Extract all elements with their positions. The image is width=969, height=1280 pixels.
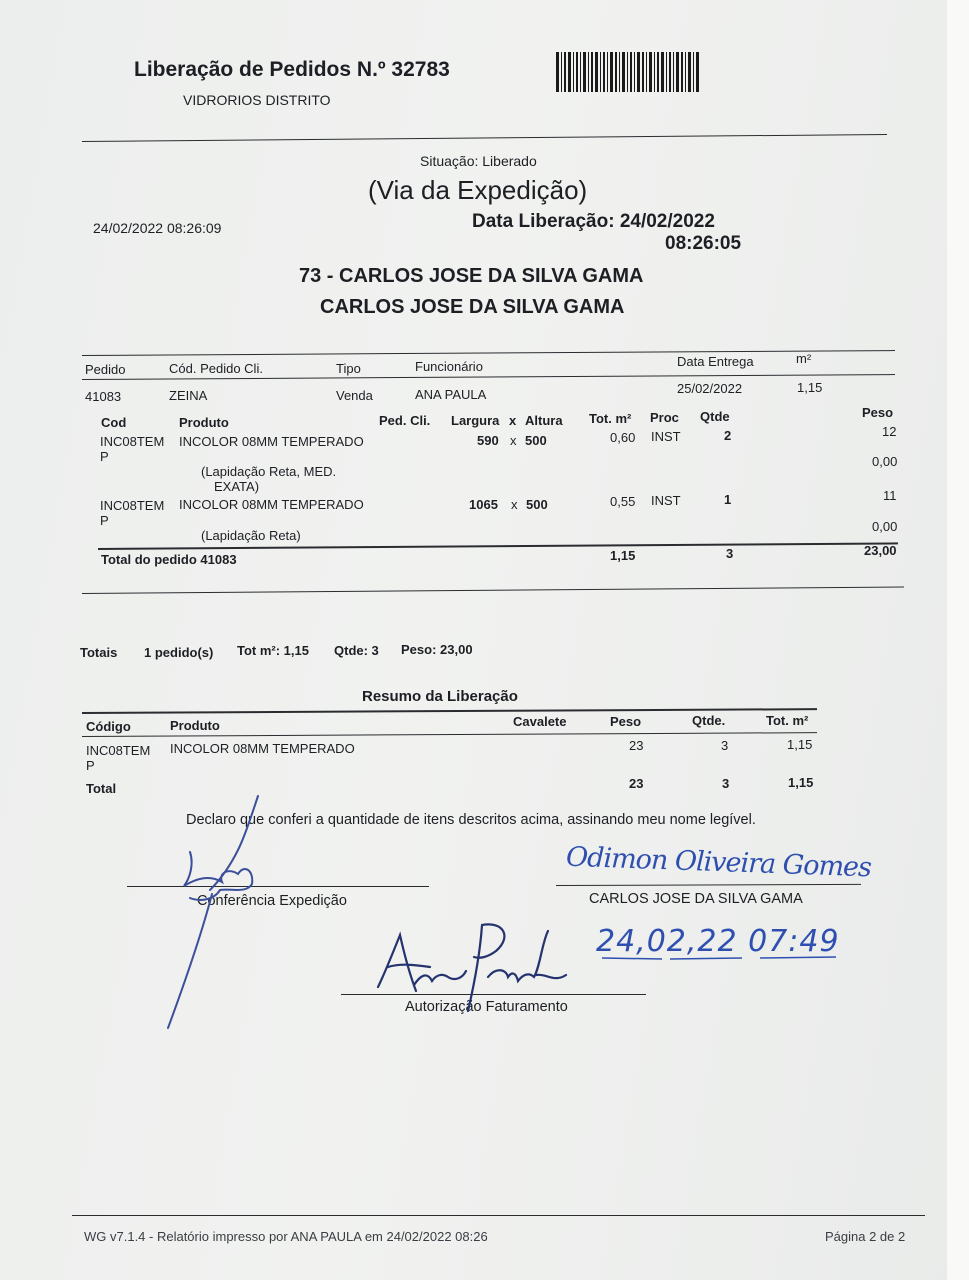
item1-tot-m2: 0,60 [610, 430, 636, 445]
order-tipo: Venda [336, 388, 373, 403]
item2-x: x [511, 497, 518, 512]
summary-total-label: Total [86, 781, 117, 796]
totals-label: Totais [80, 645, 118, 660]
item2-note: (Lapidação Reta) [201, 528, 301, 543]
summary-title: Resumo da Liberação [362, 688, 518, 705]
company-name: VIDRORIOS DISTRITO [183, 92, 331, 108]
barcode [556, 52, 702, 92]
items-col-tot-m2: Tot. m² [589, 411, 632, 426]
summary-col-qtde: Qtde. [692, 713, 726, 728]
summary-col-tot-m2: Tot. m² [766, 713, 809, 728]
totals-m2: Tot m²: 1,15 [237, 643, 309, 658]
item2-produto: INCOLOR 08MM TEMPERADO [179, 497, 364, 512]
footer-page-number: Página 2 de 2 [825, 1229, 906, 1244]
summary-row-codigo: INC08TEM [86, 743, 151, 758]
item1-note-peso: 0,00 [872, 454, 898, 469]
conferencia-handwritten-signature [160, 790, 280, 1035]
order-total-line [98, 542, 898, 550]
items-col-ped-cli: Ped. Cli. [379, 413, 431, 428]
items-col-produto: Produto [179, 415, 229, 430]
release-time: 08:26:05 [665, 233, 742, 254]
summary-col-peso: Peso [610, 714, 642, 729]
totals-qtde: Qtde: 3 [334, 643, 379, 658]
summary-total-qtde: 3 [722, 776, 730, 791]
order-total-m2: 1,15 [610, 548, 636, 563]
order-cod-pedido-cli: ZEINA [169, 388, 208, 403]
summary-row-tot-m2: 1,15 [787, 737, 813, 752]
item2-proc: INST [651, 493, 681, 508]
order-total-label: Total do pedido 41083 [101, 552, 237, 567]
order-pedido: 41083 [85, 389, 122, 404]
footer-printed-by: WG v7.1.4 - Relatório impresso por ANA PAULA em 24/02/2022 08:26 [84, 1229, 488, 1244]
col-data-entrega: Data Entrega [677, 354, 754, 369]
client-signature-name: CARLOS JOSE DA SILVA GAMA [589, 891, 803, 907]
order-top-line [82, 350, 895, 356]
item1-proc: INST [651, 429, 681, 444]
summary-total-peso: 23 [629, 776, 644, 791]
header-divider [82, 134, 887, 142]
footer-line [72, 1215, 925, 1216]
client-signature-line [556, 884, 861, 886]
items-col-altura: Altura [525, 413, 563, 428]
order-funcionario: ANA PAULA [415, 387, 487, 402]
summary-row-peso: 23 [629, 738, 644, 753]
order-total-qtde: 3 [726, 546, 734, 561]
autorizacao-handwritten-signature [370, 915, 580, 1025]
totals-peso: Peso: 23,00 [401, 642, 473, 657]
release-date: Data Liberação: 24/02/2022 [472, 211, 715, 232]
items-col-largura: Largura [451, 413, 500, 428]
order-total-peso: 23,00 [864, 543, 897, 558]
document-title: Liberação de Pedidos N.º 32783 [134, 58, 450, 81]
item1-note-cont: EXATA) [214, 479, 260, 494]
item1-qtde: 2 [724, 428, 732, 443]
items-col-x: x [509, 413, 517, 428]
items-col-proc: Proc [650, 410, 679, 425]
summary-row-qtde: 3 [721, 738, 729, 753]
item2-cod: INC08TEM [100, 498, 165, 513]
paper-edge [947, 0, 969, 1280]
col-pedido: Pedido [85, 362, 126, 377]
col-m2: m² [796, 351, 812, 366]
order-bottom-line [82, 587, 904, 594]
summary-col-codigo: Código [86, 719, 131, 734]
summary-row-codigo-cont: P [86, 758, 95, 773]
item2-largura: 1065 [469, 497, 498, 512]
status-label: Situação: Liberado [420, 153, 537, 169]
items-col-peso: Peso [862, 405, 894, 420]
summary-total-tot-m2: 1,15 [788, 775, 814, 790]
item2-qtde: 1 [724, 492, 732, 507]
col-tipo: Tipo [336, 361, 361, 376]
client-name: CARLOS JOSE DA SILVA GAMA [320, 296, 625, 318]
item1-peso: 12 [882, 424, 897, 439]
order-data-entrega: 25/02/2022 [677, 381, 743, 396]
item1-x: x [510, 433, 517, 448]
client-code-name: 73 - CARLOS JOSE DA SILVA GAMA [299, 265, 644, 287]
items-col-qtde: Qtde [700, 409, 730, 424]
item2-note-peso: 0,00 [872, 519, 898, 534]
item2-cod-cont: P [100, 513, 109, 528]
declaration-text: Declaro que conferi a quantidade de itens descritos acima, assinando meu nome legível. [186, 812, 756, 828]
handwritten-date: 24,02,22 07:49 [596, 924, 840, 959]
item2-peso: 11 [883, 488, 897, 503]
conferencia-label: Conferência Expedição [197, 893, 347, 909]
item1-largura: 590 [477, 433, 499, 448]
via-label: (Via da Expedição) [368, 175, 588, 205]
item1-altura: 500 [525, 433, 547, 448]
summary-col-cavalete: Cavalete [513, 714, 567, 729]
item1-note: (Lapidação Reta, MED. [201, 464, 337, 479]
items-col-cod: Cod [101, 415, 127, 430]
summary-col-produto: Produto [170, 718, 220, 733]
client-handwritten-signature: Odimon Oliveira Gomes [565, 841, 872, 884]
summary-row-produto: INCOLOR 08MM TEMPERADO [170, 741, 355, 756]
autorizacao-label: Autorização Faturamento [405, 999, 568, 1015]
item2-tot-m2: 0,55 [610, 494, 636, 509]
item1-produto: INCOLOR 08MM TEMPERADO [179, 434, 364, 449]
item1-cod-cont: P [100, 449, 109, 464]
col-funcionario: Funcionário [415, 359, 483, 374]
item2-altura: 500 [526, 497, 548, 512]
col-cod-pedido-cli: Cód. Pedido Cli. [169, 361, 263, 376]
totals-pedidos: 1 pedido(s) [144, 645, 214, 660]
handwritten-date-underline [600, 954, 840, 962]
print-datetime: 24/02/2022 08:26:09 [93, 220, 222, 236]
order-m2: 1,15 [797, 380, 823, 395]
item1-cod: INC08TEM [100, 434, 165, 449]
